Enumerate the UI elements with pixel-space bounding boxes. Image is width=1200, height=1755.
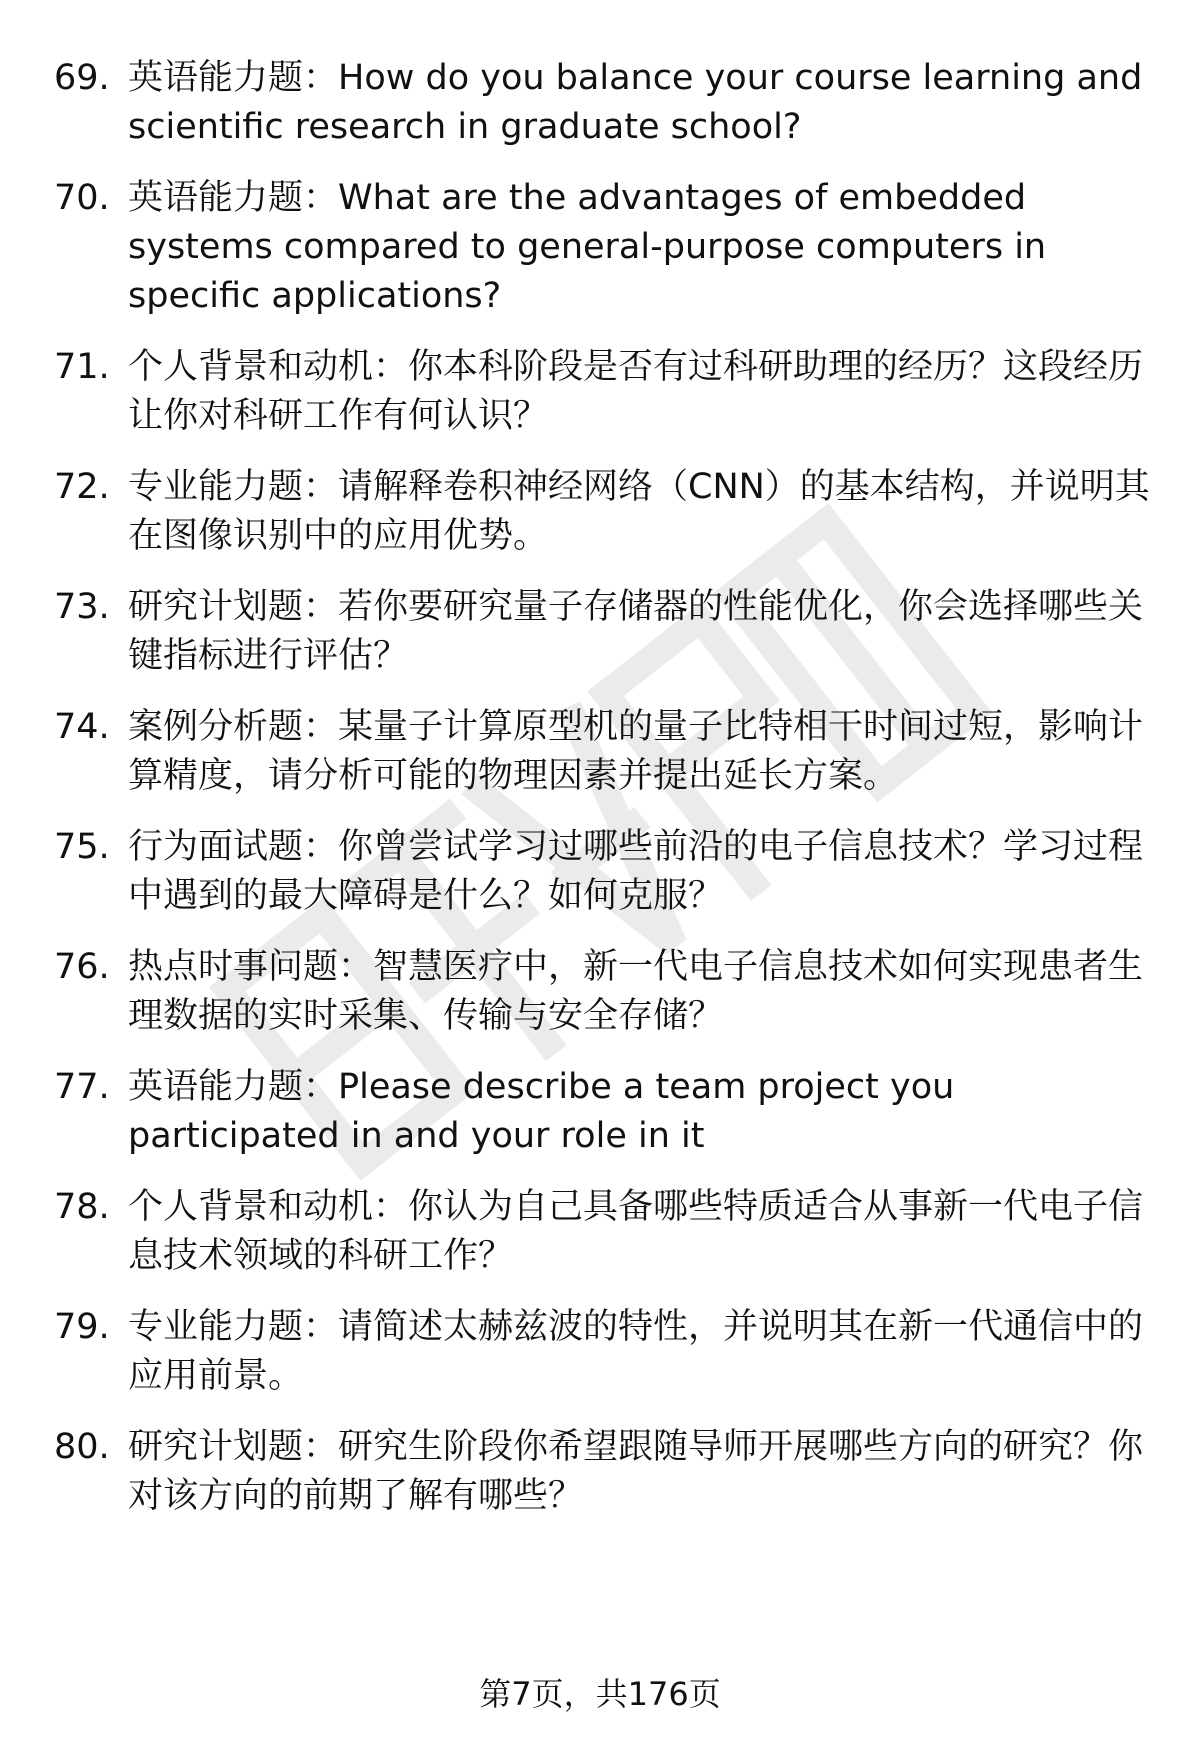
question-list <box>0 54 1200 1543</box>
question-text: 英语能力题：How do you balance your course learning and scientific research in graduate school? <box>128 58 1143 147</box>
question-text: 个人背景和动机：你本科阶段是否有过科研助理的经历？这段经历让你对科研工作有何认识？ <box>128 347 1144 436</box>
question-number: 80. <box>54 1427 110 1467</box>
question-text: 专业能力题：请简述太赫兹波的特性，并说明其在新一代通信中的应用前景。 <box>128 1307 1144 1396</box>
question-item <box>0 174 1200 321</box>
page-number-label: 第7页，共176页 <box>479 1675 721 1713</box>
question-item <box>0 943 1200 1041</box>
question-item <box>0 823 1200 921</box>
question-item <box>0 1063 1200 1161</box>
question-number: 78. <box>54 1187 110 1227</box>
question-item <box>0 1183 1200 1281</box>
question-text: 个人背景和动机：你认为自己具备哪些特质适合从事新一代电子信息技术领域的科研工作？ <box>128 1187 1144 1276</box>
question-number: 74. <box>54 707 110 747</box>
question-number: 69. <box>54 58 110 98</box>
question-item <box>0 703 1200 801</box>
question-item <box>0 1423 1200 1521</box>
question-number: 71. <box>54 347 110 387</box>
question-item <box>0 343 1200 441</box>
question-number: 73. <box>54 587 110 627</box>
question-text: 研究计划题：若你要研究量子存储器的性能优化，你会选择哪些关键指标进行评估？ <box>128 587 1144 676</box>
question-number: 77. <box>54 1067 110 1107</box>
question-text: 研究计划题：研究生阶段你希望跟随导师开展哪些方向的研究？你对该方向的前期了解有哪些？ <box>128 1427 1144 1516</box>
question-text: 热点时事问题：智慧医疗中，新一代电子信息技术如何实现患者生理数据的实时采集、传输与安全存储？ <box>128 947 1144 1036</box>
question-number: 70. <box>54 178 110 218</box>
question-text: 英语能力题：What are the advantages of embedded systems compared to general-purpose computers in specific applications? <box>128 178 1047 316</box>
page-footer <box>0 1672 1200 1716</box>
question-item <box>0 463 1200 561</box>
question-item <box>0 1303 1200 1401</box>
question-number: 75. <box>54 827 110 867</box>
question-number: 76. <box>54 947 110 987</box>
question-text: 行为面试题：你曾尝试学习过哪些前沿的电子信息技术？学习过程中遇到的最大障碍是什么？如何克服？ <box>128 827 1144 916</box>
question-text: 案例分析题：某量子计算原型机的量子比特相干时间过短，影响计算精度，请分析可能的物理因素并提出延长方案。 <box>128 707 1144 796</box>
question-number: 79. <box>54 1307 110 1347</box>
question-item <box>0 583 1200 681</box>
question-item <box>0 54 1200 152</box>
question-number: 72. <box>54 467 110 507</box>
question-text: 专业能力题：请解释卷积神经网络（CNN）的基本结构，并说明其在图像识别中的应用优势。 <box>128 467 1150 556</box>
question-text: 英语能力题：Please describe a team project you participated in and your role in it <box>128 1067 955 1156</box>
